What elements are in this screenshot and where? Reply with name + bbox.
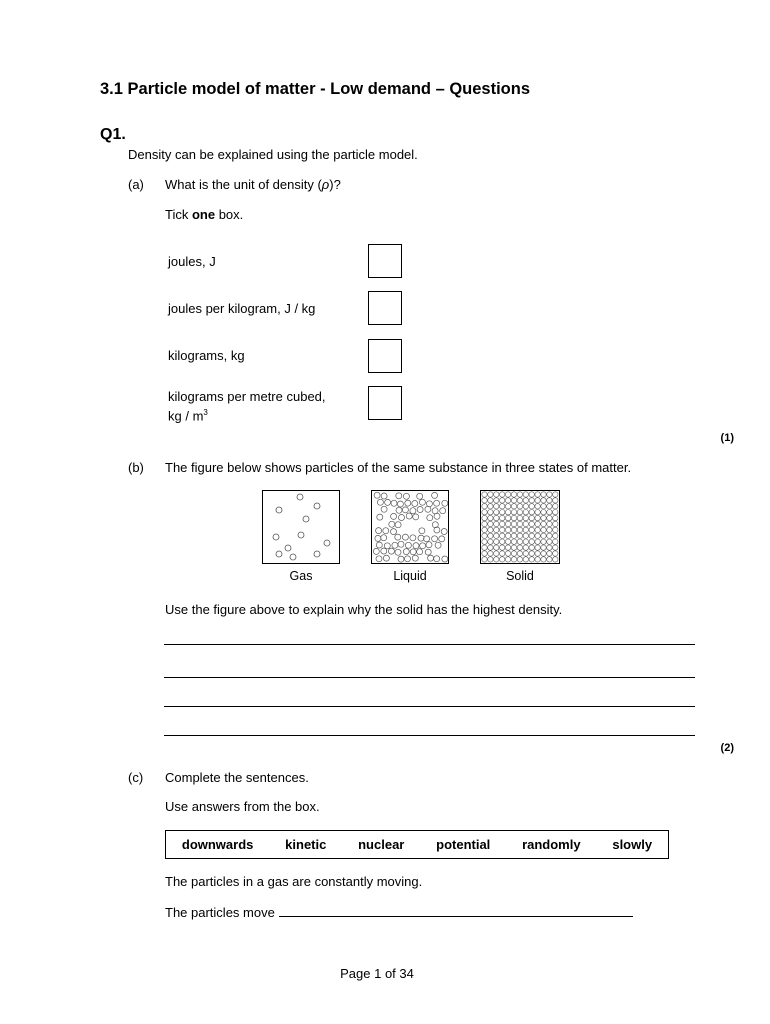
solid-particle <box>517 527 522 532</box>
liquid-particle <box>389 521 395 527</box>
word-option: downwards <box>181 837 254 852</box>
liquid-particle <box>375 535 381 541</box>
answer-line[interactable] <box>164 706 695 707</box>
solid-particle <box>494 533 499 538</box>
liquid-particle <box>434 527 440 533</box>
part-a-question <box>165 177 341 192</box>
solid-particle <box>500 557 505 562</box>
solid-particle <box>541 557 546 562</box>
solid-particle <box>547 551 552 556</box>
solid-particle <box>523 545 528 550</box>
option-joules: joules, J <box>168 254 216 269</box>
question-number: Q1. <box>100 126 126 143</box>
liquid-particle <box>412 555 418 561</box>
liquid-particle <box>381 548 387 554</box>
solid-particle <box>494 551 499 556</box>
liquid-particle <box>398 541 404 547</box>
solid-box <box>480 490 560 564</box>
question-intro: Density can be explained using the particle model. <box>128 147 418 162</box>
solid-particle <box>505 533 510 538</box>
part-c-text1: Complete the sentences. <box>165 770 309 785</box>
liquid-particle <box>406 513 412 519</box>
answer-line[interactable] <box>164 644 695 645</box>
tick-box-kg-per-m3[interactable] <box>368 386 402 420</box>
solid-particle <box>553 492 558 497</box>
sentence-2-text: The particles move <box>165 905 275 920</box>
solid-particle <box>529 521 534 526</box>
option-kg-per-m3 <box>168 389 326 424</box>
solid-particle <box>541 539 546 544</box>
liquid-particle <box>432 508 438 514</box>
solid-particle <box>517 539 522 544</box>
liquid-particle <box>405 500 411 506</box>
word-option: potential <box>436 837 491 852</box>
solid-particle <box>523 539 528 544</box>
solid-particle <box>511 504 516 509</box>
part-b-text: The figure below shows particles of the same substance in three states of matter. <box>165 460 632 475</box>
liquid-particle <box>428 555 434 561</box>
solid-particle <box>529 557 534 562</box>
liquid-particle <box>412 501 418 507</box>
solid-particle <box>482 551 487 556</box>
option-kg-per-m3-line2 <box>168 405 326 424</box>
liquid-particle <box>434 556 440 562</box>
solid-particle <box>541 498 546 503</box>
solid-particle <box>553 527 558 532</box>
solid-particle <box>505 527 510 532</box>
solid-particle <box>500 545 505 550</box>
liquid-particle <box>439 536 445 542</box>
solid-particle <box>523 515 528 520</box>
solid-particle <box>482 557 487 562</box>
solid-particle <box>553 510 558 515</box>
liquid-particle <box>376 556 382 562</box>
solid-particle <box>517 492 522 497</box>
solid-particle <box>553 539 558 544</box>
solid-particle <box>488 492 493 497</box>
solid-particle <box>488 545 493 550</box>
solid-particle <box>517 510 522 515</box>
solid-particle <box>529 539 534 544</box>
solid-particle <box>517 521 522 526</box>
liquid-particle <box>403 493 409 499</box>
solid-particle <box>494 539 499 544</box>
solid-particle <box>547 533 552 538</box>
solid-particle <box>523 533 528 538</box>
liquid-particle <box>435 542 441 548</box>
solid-particle <box>505 515 510 520</box>
solid-particle <box>488 510 493 515</box>
solid-particle <box>547 539 552 544</box>
liquid-particle <box>391 513 397 519</box>
sentence-2 <box>165 904 633 920</box>
solid-particle <box>535 533 540 538</box>
solid-particle <box>494 545 499 550</box>
solid-particle <box>482 515 487 520</box>
solid-particle <box>547 515 552 520</box>
solid-particle <box>541 551 546 556</box>
liquid-particle <box>410 508 416 514</box>
liquid-particle <box>425 549 431 555</box>
solid-particle <box>523 557 528 562</box>
liquid-particle <box>442 500 448 506</box>
solid-particle <box>547 557 552 562</box>
solid-particle <box>535 557 540 562</box>
solid-particle <box>505 539 510 544</box>
liquid-particle <box>413 514 419 520</box>
solid-particle <box>505 504 510 509</box>
solid-particle <box>488 498 493 503</box>
liquid-particle <box>432 492 438 498</box>
solid-particle <box>529 551 534 556</box>
caption-gas: Gas <box>289 569 313 583</box>
solid-particle <box>505 510 510 515</box>
liquid-particle <box>418 535 424 541</box>
solid-particle <box>505 545 510 550</box>
solid-particle <box>529 510 534 515</box>
solid-particle <box>523 551 528 556</box>
option-kg-per-m3-unit: kg / m <box>168 408 204 424</box>
liquid-particle <box>397 501 403 507</box>
solid-particle <box>553 557 558 562</box>
solid-particle <box>517 551 522 556</box>
liquid-particle <box>440 508 446 514</box>
liquid-particle <box>419 499 425 505</box>
liquid-particle <box>377 514 383 520</box>
solid-particle <box>553 533 558 538</box>
solid-particle <box>488 551 493 556</box>
solid-particle <box>488 539 493 544</box>
solid-particle <box>500 539 505 544</box>
caption-solid: Solid <box>506 569 534 583</box>
part-c-label: (c) <box>128 770 144 785</box>
solid-particle <box>523 527 528 532</box>
tick-instruction <box>165 207 243 222</box>
part-b-label: (b) <box>128 460 144 475</box>
solid-particle <box>547 545 552 550</box>
blank-answer-line[interactable] <box>279 904 633 917</box>
solid-particle <box>517 557 522 562</box>
option-kg-per-m3-line1: kilograms per metre cubed, <box>168 389 326 404</box>
liquid-particle <box>434 500 440 506</box>
liquid-particle <box>425 506 431 512</box>
page-title: 3.1 Particle model of matter - Low demand – Questions <box>100 80 531 98</box>
solid-particle <box>500 521 505 526</box>
solid-particle <box>517 498 522 503</box>
solid-particle <box>541 521 546 526</box>
liquid-particle <box>410 535 416 541</box>
answer-line[interactable] <box>164 677 695 678</box>
solid-particle <box>529 498 534 503</box>
solid-particle <box>535 515 540 520</box>
liquid-particle <box>395 549 401 555</box>
solid-particle <box>547 527 552 532</box>
solid-particle <box>494 527 499 532</box>
solid-particle <box>511 527 516 532</box>
solid-particle <box>494 557 499 562</box>
liquid-particle <box>402 534 408 540</box>
liquid-particle <box>442 556 448 562</box>
solid-particle <box>553 551 558 556</box>
solid-particle <box>482 504 487 509</box>
solid-particle <box>541 492 546 497</box>
solid-particle <box>482 510 487 515</box>
solid-particle <box>511 498 516 503</box>
caption-liquid: Liquid <box>393 569 427 583</box>
liquid-particle <box>384 543 390 549</box>
liquid-particles <box>372 491 448 563</box>
solid-particle <box>500 504 505 509</box>
solid-particle <box>511 492 516 497</box>
solid-particle <box>547 498 552 503</box>
solid-particle <box>500 510 505 515</box>
liquid-particle <box>396 507 402 513</box>
liquid-particle <box>376 528 382 534</box>
solid-particle <box>500 498 505 503</box>
solid-particle <box>482 498 487 503</box>
solid-particle <box>494 515 499 520</box>
solid-particle <box>535 545 540 550</box>
liquid-particle <box>405 542 411 548</box>
tick-box-joules-per-kg[interactable] <box>368 291 402 325</box>
solid-particles <box>481 491 559 563</box>
solid-particle <box>529 515 534 520</box>
solid-particle <box>500 515 505 520</box>
liquid-particle <box>385 499 391 505</box>
tick-box-joules[interactable] <box>368 244 402 278</box>
solid-particle <box>488 557 493 562</box>
solid-particle <box>482 539 487 544</box>
option-kg-per-m3-sup: 3 <box>203 408 208 417</box>
solid-particle <box>553 515 558 520</box>
liquid-particle <box>417 507 423 513</box>
solid-particle <box>523 498 528 503</box>
marks-part-a: (1) <box>720 432 734 444</box>
part-a-label: (a) <box>128 177 144 192</box>
liquid-particle <box>381 506 387 512</box>
part-a-question-suffix: )? <box>329 177 341 192</box>
solid-particle <box>511 510 516 515</box>
solid-particle <box>553 521 558 526</box>
solid-particle <box>523 504 528 509</box>
liquid-particle <box>376 542 382 548</box>
word-option: slowly <box>612 837 653 852</box>
solid-particle <box>529 545 534 550</box>
page-footer: Page 1 of 34 <box>340 966 414 981</box>
word-option: randomly <box>522 837 581 852</box>
solid-particle <box>505 557 510 562</box>
marks-part-b: (2) <box>720 742 734 754</box>
solid-particle <box>500 527 505 532</box>
solid-particle <box>547 492 552 497</box>
liquid-particle <box>441 529 447 535</box>
liquid-particle <box>405 556 411 562</box>
gas-box <box>262 490 340 564</box>
solid-particle <box>529 492 534 497</box>
solid-particle <box>547 504 552 509</box>
solid-particle <box>517 504 522 509</box>
solid-particle <box>523 510 528 515</box>
liquid-particle <box>410 549 416 555</box>
liquid-particle <box>413 543 419 549</box>
solid-particle <box>535 527 540 532</box>
solid-particle <box>505 498 510 503</box>
liquid-particle <box>392 542 398 548</box>
liquid-particle <box>381 493 387 499</box>
liquid-particle <box>373 548 379 554</box>
solid-particle <box>541 533 546 538</box>
liquid-particle <box>391 529 397 535</box>
solid-particle <box>553 504 558 509</box>
solid-particle <box>523 492 528 497</box>
tick-suffix: box. <box>215 207 244 222</box>
liquid-particle <box>402 507 408 513</box>
solid-particle <box>488 521 493 526</box>
solid-particle <box>517 515 522 520</box>
liquid-particle <box>424 536 430 542</box>
liquid-particle <box>396 493 402 499</box>
solid-particle <box>488 515 493 520</box>
solid-particle <box>500 492 505 497</box>
option-joules-per-kg: joules per kilogram, J / kg <box>168 301 316 316</box>
solid-particle <box>511 515 516 520</box>
solid-particle <box>511 539 516 544</box>
liquid-particle <box>426 501 432 507</box>
solid-particle <box>541 527 546 532</box>
liquid-particle <box>395 522 401 528</box>
answer-line[interactable] <box>164 735 695 736</box>
liquid-particle <box>383 555 389 561</box>
solid-particle <box>494 498 499 503</box>
gas-particles <box>263 491 339 563</box>
word-box <box>165 830 669 859</box>
solid-particle <box>505 551 510 556</box>
solid-particle <box>535 551 540 556</box>
liquid-particle <box>383 528 389 534</box>
solid-particle <box>488 504 493 509</box>
solid-particle <box>529 527 534 532</box>
solid-particle <box>511 521 516 526</box>
solid-particle <box>553 545 558 550</box>
solid-particle <box>505 521 510 526</box>
liquid-particle <box>398 556 404 562</box>
solid-particle <box>511 551 516 556</box>
solid-particle <box>500 533 505 538</box>
liquid-particle <box>427 515 433 521</box>
solid-particle <box>547 521 552 526</box>
solid-particle <box>529 504 534 509</box>
solid-particle <box>547 510 552 515</box>
solid-particle <box>541 504 546 509</box>
solid-particle <box>482 545 487 550</box>
solid-particle <box>511 545 516 550</box>
liquid-particle <box>426 542 432 548</box>
density-symbol: ρ <box>321 177 330 192</box>
solid-particle <box>482 533 487 538</box>
solid-particle <box>541 510 546 515</box>
solid-particle <box>482 492 487 497</box>
solid-particle <box>535 521 540 526</box>
option-kilograms: kilograms, kg <box>168 348 245 363</box>
liquid-particle <box>403 549 409 555</box>
solid-particle <box>535 504 540 509</box>
tick-bold: one <box>191 207 216 222</box>
liquid-particle <box>399 515 405 521</box>
solid-particle <box>494 510 499 515</box>
solid-particle <box>500 551 505 556</box>
word-option: nuclear <box>358 837 405 852</box>
solid-particle <box>517 545 522 550</box>
liquid-particle <box>381 535 387 541</box>
part-c-text2: Use answers from the box. <box>165 799 320 814</box>
solid-particle <box>553 498 558 503</box>
solid-particle <box>488 533 493 538</box>
word-option: kinetic <box>285 837 327 852</box>
liquid-particle <box>391 500 397 506</box>
liquid-particle <box>417 493 423 499</box>
solid-particle <box>511 533 516 538</box>
solid-particle <box>541 545 546 550</box>
liquid-particle <box>420 543 426 549</box>
solid-particle <box>494 492 499 497</box>
tick-prefix: Tick <box>165 207 192 222</box>
solid-particle <box>494 504 499 509</box>
liquid-particle <box>432 536 438 542</box>
solid-particle <box>541 515 546 520</box>
solid-particle <box>482 521 487 526</box>
solid-particle <box>535 539 540 544</box>
liquid-particle <box>388 548 394 554</box>
part-a-question-prefix: What is the unit of density ( <box>165 177 322 192</box>
liquid-particle <box>434 513 440 519</box>
solid-particle <box>535 498 540 503</box>
solid-particle <box>494 521 499 526</box>
liquid-particle <box>377 499 383 505</box>
solid-particle <box>529 533 534 538</box>
solid-particle <box>511 557 516 562</box>
liquid-particle <box>395 534 401 540</box>
solid-particle <box>523 521 528 526</box>
solid-particle <box>482 527 487 532</box>
solid-particle <box>535 510 540 515</box>
liquid-particle <box>419 528 425 534</box>
solid-particle <box>505 492 510 497</box>
solid-particle <box>517 533 522 538</box>
part-b-instruction: Use the figure above to explain why the solid has the highest density. <box>165 602 563 617</box>
solid-particle <box>535 492 540 497</box>
sentence-1: The particles in a gas are constantly moving. <box>165 874 423 889</box>
liquid-box <box>371 490 449 564</box>
tick-box-kilograms[interactable] <box>368 339 402 373</box>
liquid-particle <box>417 549 423 555</box>
solid-particle <box>488 527 493 532</box>
liquid-particle <box>374 492 380 498</box>
